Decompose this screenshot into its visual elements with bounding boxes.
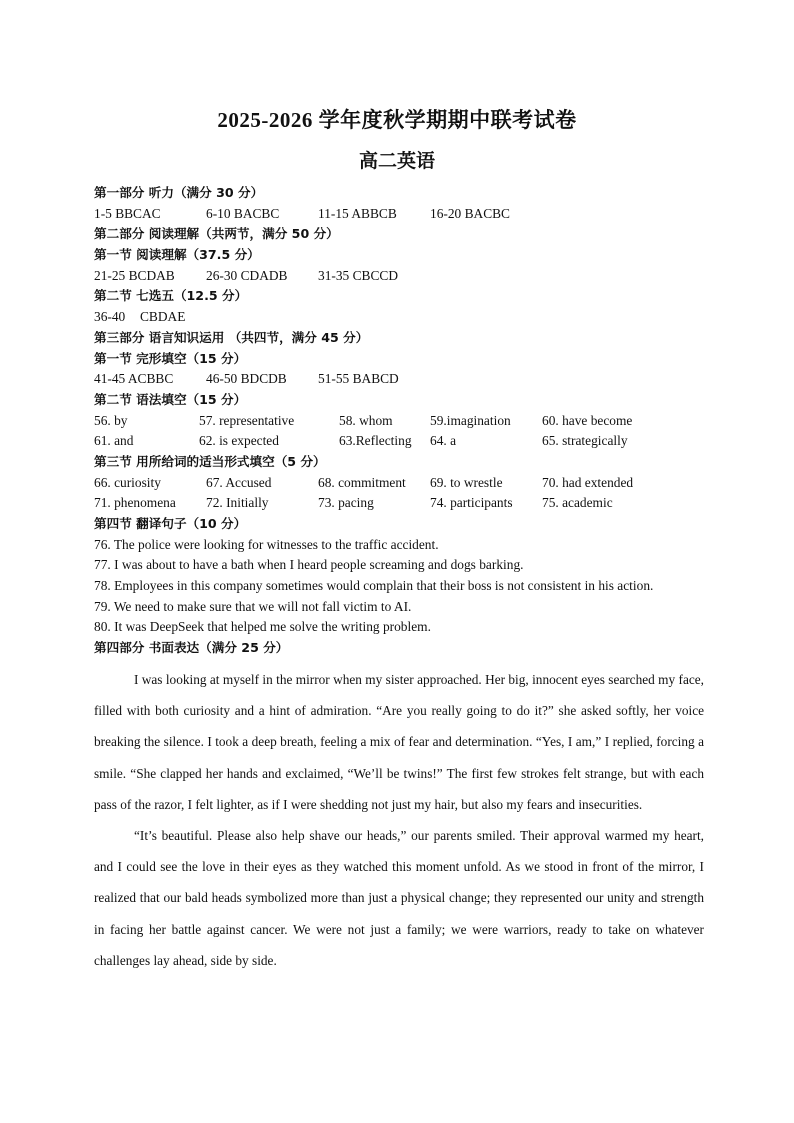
word-form-answer: 68. commitment xyxy=(318,474,406,490)
grammar-answer: 62. is expected xyxy=(199,433,279,449)
answer-group: 51-55 BABCD xyxy=(318,371,399,387)
grammar-answer: 65. strategically xyxy=(542,433,628,449)
essay-paragraph: I was looking at myself in the mirror when my sister approached. Her big, innocent eyes searched my face, filled with both curiosity and a hint of admiration. “Are you really going to do it?” she asked softly, her voice breaking the silence. I took a deep breath, feeling a mix of fear and determination. “Yes, I am,” I replied, forcing a smile. “She clapped her hands and exclaimed, “We’ll be twins!” The first few strokes felt strange, but with each pass of the razor, I felt lighter, as if I were shedding not just my hair, but also my fears and insecurities. xyxy=(94,672,704,812)
grammar-answer: 63.Reflecting xyxy=(339,433,412,449)
answer-group: 26-30 CDADB xyxy=(206,267,288,283)
answer-group: 6-10 BACBC xyxy=(206,205,280,221)
translation-sentence: 76. The police were looking for witnesses to the traffic accident. xyxy=(94,536,439,552)
answer-group: 46-50 BDCDB xyxy=(206,371,287,387)
part2-sec2-heading: 第二节 七选五（12.5 分） xyxy=(94,288,248,304)
part2-sec2-answers xyxy=(94,307,706,328)
word-form-answer: 73. pacing xyxy=(318,495,374,511)
writing-essay xyxy=(94,664,704,976)
word-form-answer: 66. curiosity xyxy=(94,474,161,490)
answer-content xyxy=(94,183,706,659)
part3-heading: 第三部分 语言知识运用 （共四节，满分 45 分） xyxy=(94,329,369,345)
word-form-answer: 72. Initially xyxy=(206,495,269,511)
part3-sec3-row2 xyxy=(94,493,706,514)
word-form-answer: 74. participants xyxy=(430,495,513,511)
grammar-answer: 58. whom xyxy=(339,412,393,428)
answer-group: 11-15 ABBCB xyxy=(318,205,397,221)
translation-sentence: 79. We need to make sure that we will not fall victim to AI. xyxy=(94,598,412,614)
part3-sec1-heading: 第一节 完形填空（15 分） xyxy=(94,350,247,366)
word-form-answer: 69. to wrestle xyxy=(430,474,503,490)
translation-sentence: 80. It was DeepSeek that helped me solve the writing problem. xyxy=(94,619,431,635)
part1-answers xyxy=(94,204,706,225)
grammar-answer: 61. and xyxy=(94,433,134,449)
grammar-answer: 64. a xyxy=(430,433,457,449)
part3-sec3-row1 xyxy=(94,473,706,494)
answer-group: 41-45 ACBBC xyxy=(94,371,174,387)
translation-sentence: 78. Employees in this company sometimes would complain that their boss is not consistent in his action. xyxy=(94,578,654,594)
word-form-answer: 67. Accused xyxy=(206,474,272,490)
word-form-answer: 75. academic xyxy=(542,495,613,511)
answer-range: 36-40 xyxy=(94,309,126,325)
part1-heading: 第一部分 听力（满分 30 分） xyxy=(94,185,264,200)
part3-sec2-row1 xyxy=(94,411,706,432)
part4-heading: 第四部分 书面表达（满分 25 分） xyxy=(94,640,289,656)
page-title: 2025-2026 学年度秋学期期中联考试卷 xyxy=(217,108,577,132)
grammar-answer: 60. have become xyxy=(542,412,633,428)
page-subtitle: 高二英语 xyxy=(358,151,435,172)
word-form-answer: 70. had extended xyxy=(542,474,634,490)
grammar-answer: 56. by xyxy=(94,412,128,428)
part3-sec4-heading: 第四节 翻译句子（10 分） xyxy=(94,516,247,531)
part2-sec1-answers xyxy=(94,266,706,287)
grammar-answer: 57. representative xyxy=(199,412,295,428)
answer-group: 31-35 CBCCD xyxy=(318,267,398,283)
essay-paragraph: “It’s beautiful. Please also help shave our heads,” our parents smiled. Their approval warmed my heart, and I could see the love in their eyes as they watched this moment unfold. As we stood in front of the mirror, I realized that our bald heads symbolized more than just a physical change; they represented our unity and strength in facing her battle against cancer. We were not just a family; we were warriors, ready to take on whatever challenges lay ahead, side by side. xyxy=(94,828,704,968)
part3-sec2-heading: 第二节 语法填空（15 分） xyxy=(94,391,247,407)
answer-group: 1-5 BBCAC xyxy=(94,205,161,221)
translation-sentence: 77. I was about to have a bath when I heard people screaming and dogs barking. xyxy=(94,557,524,573)
part2-heading: 第二部分 阅读理解（共两节，满分 50 分） xyxy=(94,226,339,242)
grammar-answer: 59.imagination xyxy=(430,412,511,428)
part3-sec1-answers xyxy=(94,369,706,390)
part3-sec2-row2 xyxy=(94,431,706,452)
answer-letters: CBDAE xyxy=(140,309,186,325)
part2-sec1-heading: 第一节 阅读理解（37.5 分） xyxy=(94,247,260,263)
answer-group: 21-25 BCDAB xyxy=(94,267,175,283)
answer-group: 16-20 BACBC xyxy=(430,205,510,221)
word-form-answer: 71. phenomena xyxy=(94,495,176,511)
part3-sec3-heading: 第三节 用所给词的适当形式填空（5 分） xyxy=(94,453,326,469)
